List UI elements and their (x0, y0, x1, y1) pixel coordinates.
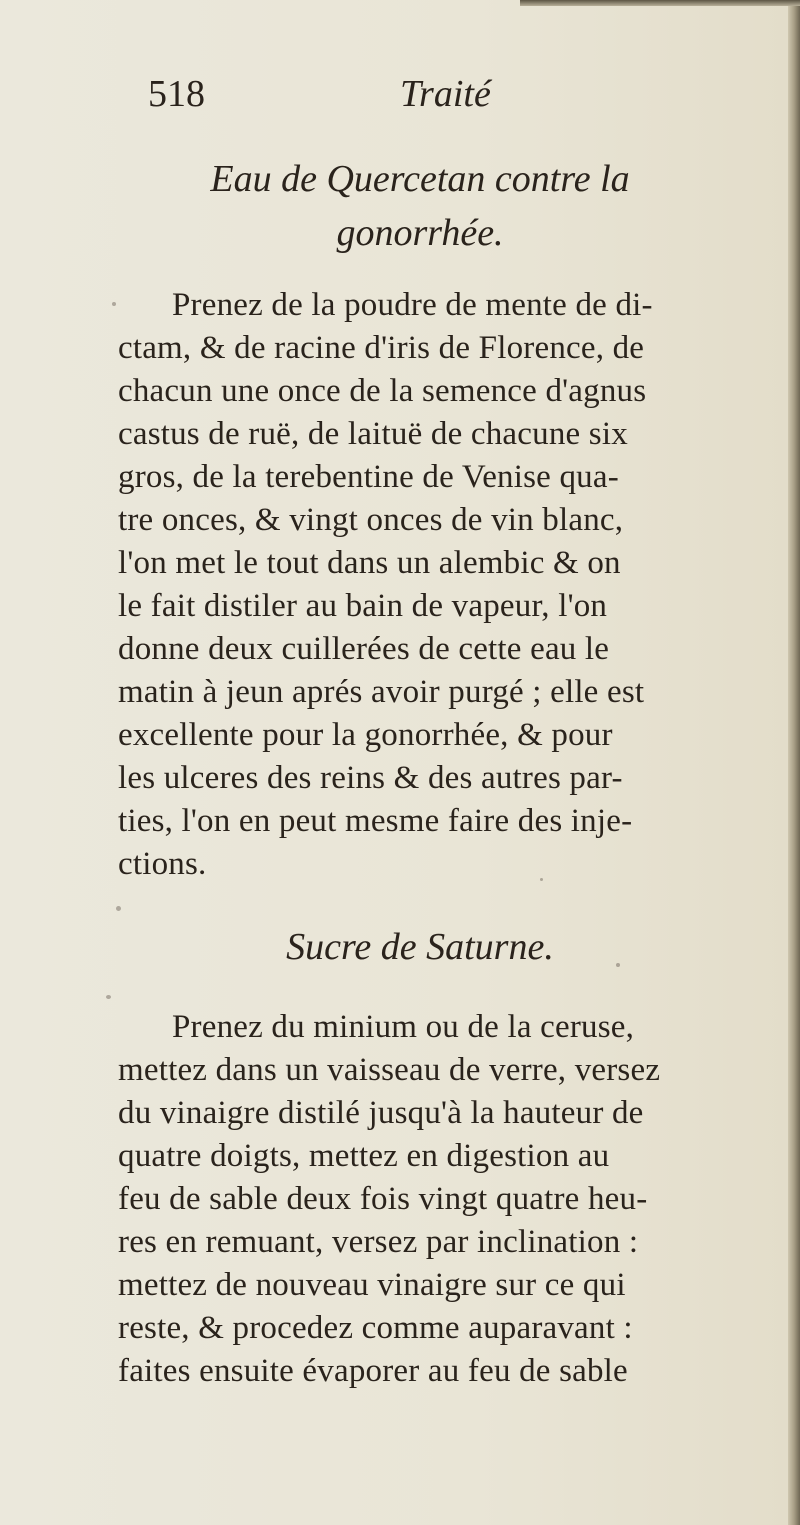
text-line: l'on met le tout dans un alembic & on (118, 545, 621, 581)
text-line: mettez de nouveau vinaigre sur ce qui (118, 1267, 626, 1303)
text-line: faites ensuite évaporer au feu de sable (118, 1353, 628, 1389)
text-line: ctam, & de racine d'iris de Florence, de (118, 330, 645, 366)
text-line: feu de sable deux fois vingt quatre heu- (118, 1181, 648, 1217)
text-line: gros, de la terebentine de Venise qua- (118, 459, 619, 495)
text-line: Prenez de la poudre de mente de di- (172, 287, 653, 323)
text-line: reste, & procedez comme auparavant : (118, 1310, 633, 1346)
page-top-edge (520, 0, 800, 6)
text-line: chacun une once de la semence d'agnus (118, 373, 647, 409)
text-line: Prenez du minium ou de la ceruse, (172, 1009, 635, 1045)
ink-speck (106, 995, 111, 999)
ink-speck (116, 906, 121, 911)
text-line: les ulceres des reins & des autres par- (118, 760, 623, 796)
page-edge-shadow (788, 0, 800, 1525)
heading-line: Eau de Quercetan contre la (210, 158, 630, 200)
ink-speck (616, 963, 620, 967)
text-line: res en remuant, versez par inclination : (118, 1224, 639, 1260)
ink-speck (540, 878, 543, 881)
text-line: ties, l'on en peut mesme faire des inje- (118, 803, 633, 839)
paragraph-saturne (118, 1006, 758, 1393)
ink-speck (112, 302, 116, 306)
heading-line: Sucre de Saturne. (286, 926, 554, 968)
text-line: ctions. (118, 846, 207, 882)
section-heading-saturne (100, 920, 740, 974)
text-line: le fait distiler au bain de vapeur, l'on (118, 588, 608, 624)
text-line: tre onces, & vingt onces de vin blanc, (118, 502, 624, 538)
text-line: du vinaigre distilé jusqu'à la hauteur de (118, 1095, 644, 1131)
paragraph-quercetan (118, 284, 758, 886)
text-line: matin à jeun aprés avoir purgé ; elle est (118, 674, 645, 710)
text-line: mettez dans un vaisseau de verre, versez (118, 1052, 661, 1088)
text-line: castus de ruë, de laituë de chacune six (118, 416, 628, 452)
page-number: 518 (148, 73, 205, 115)
heading-line: gonorrhée. (336, 212, 504, 254)
text-line: excellente pour la gonorrhée, & pour (118, 717, 613, 753)
text-line: donne deux cuillerées de cette eau le (118, 631, 610, 667)
section-heading-quercetan (100, 152, 740, 260)
text-line: quatre doigts, mettez en digestion au (118, 1138, 610, 1174)
running-title: Traité (400, 73, 491, 115)
running-head (138, 72, 538, 122)
